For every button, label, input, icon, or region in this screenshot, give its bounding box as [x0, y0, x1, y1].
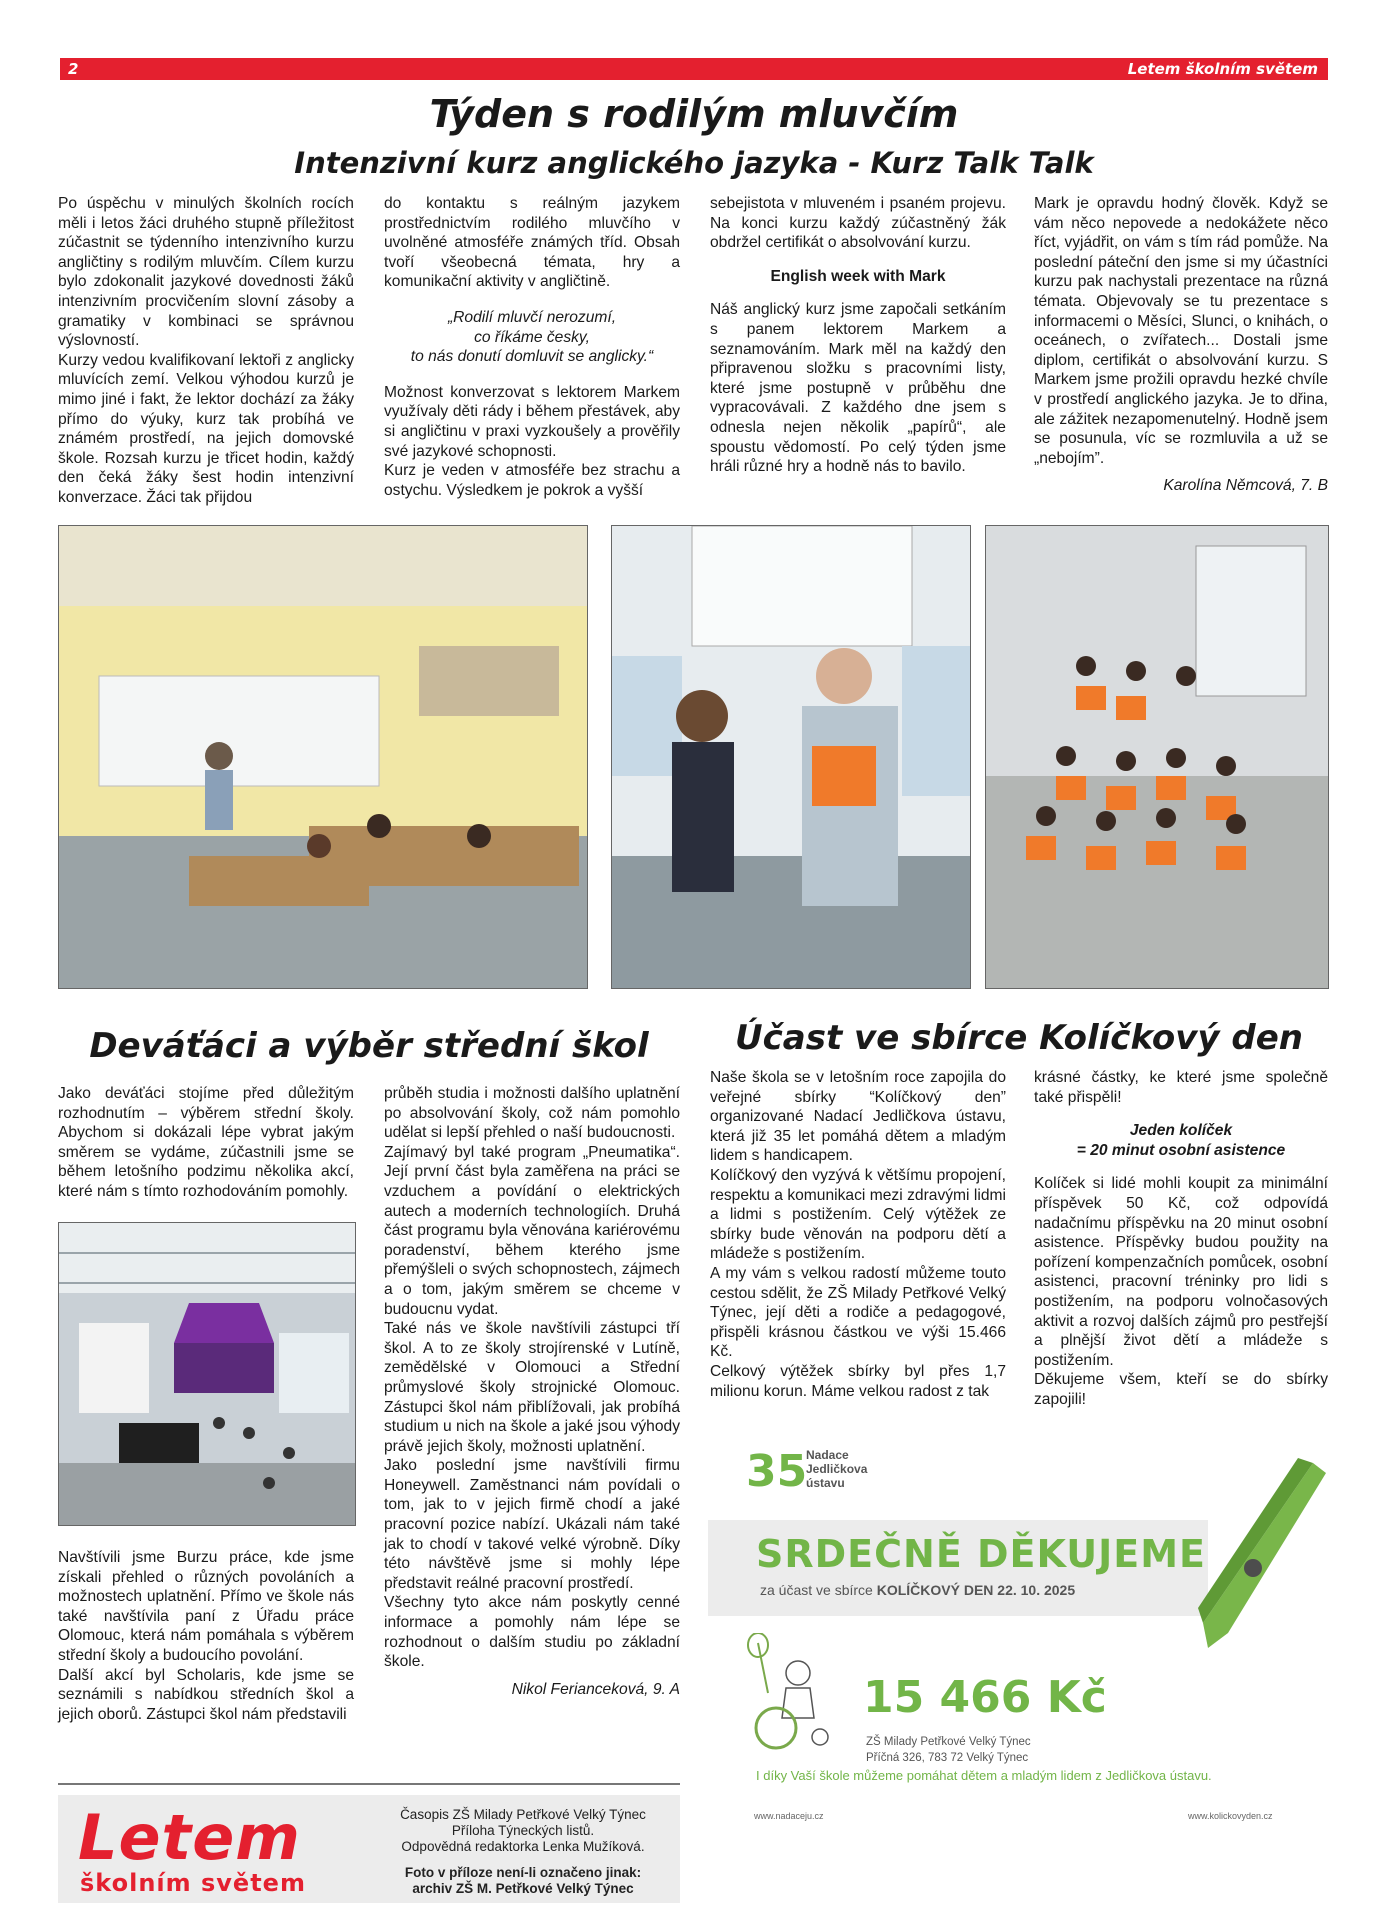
- ad-subline-prefix: za účast ve sbírce: [760, 1582, 877, 1598]
- article1-subtitle: Intenzivní kurz anglického jazyka - Kurz Talk Talk: [294, 146, 1094, 180]
- url-left: www.nadaceju.cz: [754, 1811, 824, 1821]
- masthead-info: [378, 1807, 668, 1897]
- paragraph: krásné částky, ke které jsme společně také přispěli!: [1034, 1069, 1328, 1106]
- foundation-logo-number: 35: [746, 1446, 808, 1497]
- masthead-line: Odpovědná redaktorka Lenka Mužíková.: [401, 1839, 645, 1854]
- paragraph: A my vám s velkou radostí můžeme touto cestou sdělit, že ZŠ Milady Petřkové Velký Týnec, její děti a rodiče a pedagogové, přispěli krásnou částkou ve výši 15.466 Kč.: [710, 1264, 1006, 1361]
- article2-title: Deváťáci a výběr střední škol: [89, 1026, 649, 1066]
- paragraph: sebejistota v mluveném i psaném projevu. Na konci kurzu každý zúčastněný žák obdržel certifikát o absolvování kurzu.: [710, 195, 1006, 252]
- paragraph: do kontaktu s reálným jazykem prostřednictvím rodilého mluvčího v uvolněné atmosféře známých tříd. Obsah tvoří všeobecná témata, hry a komunikační aktivity v angličtině.: [384, 195, 680, 291]
- donation-amount: 15 466 Kč: [863, 1672, 1107, 1723]
- author-signature: Karolína Němcová, 7. B: [1163, 477, 1328, 495]
- paragraph: Zajímavý byl také program „Pneumatika“. Její první část byla zaměřena na práci se vzduchem a povídání o elektrických autech a moderních technologiích. Druhá část programu byla věnována kariérovému poradenství, během kterého jsme přemýšleli o svých schopnostech, zájmech a o tom, jakým směrem se chceme v budoucnu vydat.: [384, 1143, 680, 1318]
- page-number: 2: [68, 60, 79, 78]
- masthead-logo-word: Letem: [78, 1801, 301, 1874]
- ad-headline: SRDEČNĚ DĚKUJEME: [756, 1532, 1207, 1576]
- masthead-logo-tagline: školním světem: [80, 1869, 306, 1897]
- masthead-line: Příloha Týneckých listů.: [451, 1823, 595, 1838]
- paragraph: Navštívili jsme Burzu práce, kde jsme získali přehled o různých povoláních a možnostech uplatnění. Přímo ve škole nás také navštívila paní z Úřadu práce Olomouc, která nám pomáhala s výběrem střední školy a budoucího povolání.: [58, 1549, 354, 1664]
- ad-subline-event: KOLÍČKOVÝ DEN 22. 10. 2025: [876, 1582, 1076, 1598]
- paragraph: Kolíčkový den vyzývá k většímu propojení, respektu a komunikaci mezi zdravými lidmi a lidmi s postižením. Celý výtěžek ze sbírky bude věnován na podporu dětí a mládeže s postižením.: [710, 1166, 1006, 1263]
- top-bar: [60, 58, 1328, 80]
- article3-title: Účast ve sbírce Kolíčkový den: [735, 1018, 1303, 1058]
- paragraph: Možnost konverzovat s lektorem Markem využívaly děti rády i během přestávek, aby si angličtinu v praxi vyzkoušely a prověřily své jazykové schopnosti.: [384, 383, 680, 460]
- article3-column-2: [1034, 1068, 1328, 1410]
- paragraph: průběh studia i možnosti dalšího uplatnění po absolvování školy, což nám pomohlo udělat si lepší přehled o naší budoucnosti.: [384, 1085, 680, 1142]
- paragraph: Také nás ve škole navštívili zástupci tří škol. A to ze školy strojírenské v Lutíně, zemědělské v Olomouci a Střední průmyslové školy strojnické Olomouc. Zástupci škol nám přiblížovali, jak probíhá studium u nich na škole a jaké jsou výhody právě jejich školy, možnosti uplatnění.: [384, 1320, 680, 1455]
- ad-subline: [760, 1582, 1075, 1598]
- article2-column-2: [384, 1084, 680, 1699]
- wheelchair-child-illustration: [738, 1633, 848, 1753]
- clothespin-illustration: [1198, 1458, 1328, 1658]
- logo-line: ústavu: [806, 1476, 845, 1490]
- author-signature: Nikol Ferianceková, 9. A: [511, 1680, 680, 1698]
- job-fair-photo: [58, 1222, 356, 1526]
- article3-column-1: [710, 1068, 1006, 1401]
- ad-headline-band: [708, 1520, 1208, 1616]
- paragraph: Děkujeme všem, kteří se do sbírky zapojili!: [1034, 1371, 1328, 1408]
- article1-column-3: [710, 194, 1006, 477]
- quote-line: to nás donutí domluvit se anglicky.“: [410, 348, 654, 366]
- school-line: ZŠ Milady Petřkové Velký Týnec: [866, 1736, 1031, 1748]
- paragraph: Kolíček si lidé mohli koupit za minimální příspěvek 50 Kč, což odpovídá nadačnímu příspěvku na 20 minut osobní asistence. Příspěvky budou použity na pořízení kompenzačních pomůcek, osobní asistenci, pracovní tréninky pro lidi s postižením, na podporu volnočasových aktivit a rozvoj dalších zájmů pro pestřejší a plnější život dětí a mládeže s postižením.: [1034, 1175, 1328, 1369]
- paragraph: Po úspěchu v minulých školních rocích měli i letos žáci druhého stupně příležitost zúčastnit se týdenního intenzivního kurzu angličtiny s rodilým mluvčím. Cílem kurzu bylo zdokonalit jazykové dovednosti žáků intenzivním procvičením slovní zásoby a gramatiky v kombinaci se správnou výslovností.: [58, 195, 354, 350]
- quote-line: co říkáme česky,: [474, 328, 590, 346]
- paragraph: Kurzy vedou kvalifikovaní lektoři z anglicky mluvících zemí. Velkou výhodou kurzů je mimo jiné i fakt, že lektor dochází za žáky přímo do výuky, kurz tak probíhá ve známém prostředí, na jejich domovské škole. Rozsah kurzu je třicet hodin, každý den čeká žáky šest hodin intenzivní konverzace. Žáci tak přijdou: [58, 351, 354, 506]
- masthead-line: Časopis ZŠ Milady Petřkové Velký Týnec: [400, 1807, 646, 1822]
- article1-column-1: [58, 194, 354, 508]
- url-right: www.kolickovyden.cz: [1188, 1811, 1273, 1821]
- school-address: [866, 1734, 1031, 1766]
- article2-column-1-top: [58, 1084, 354, 1202]
- quote-line: „Rodilí mluvčí nerozumí,: [447, 308, 617, 326]
- motto: [1034, 1121, 1328, 1160]
- article1-column-2: [384, 194, 680, 500]
- article2-column-1-bottom: [58, 1548, 354, 1724]
- logo-line: Nadace: [806, 1448, 849, 1462]
- school-line: Příčná 326, 783 72 Velký Týnec: [866, 1752, 1029, 1764]
- charity-thank-you-ad: [708, 1428, 1328, 1788]
- certificate-handshake-photo: [611, 525, 971, 989]
- motto-line: = 20 minut osobní asistence: [1076, 1141, 1286, 1159]
- masthead-line: archiv ZŠ M. Petřkové Velký Týnec: [412, 1881, 634, 1896]
- paragraph: Celkový výtěžek sbírky byl přes 1,7 milionu korun. Máme velkou radost z tak: [710, 1362, 1006, 1400]
- masthead: [58, 1795, 680, 1903]
- paragraph: Jako poslední jsme navštívili firmu Honeywell. Zaměstnanci nám povídali o tom, jak to v jejich firmě chodí a jaké pracovní pozice nabízí. Ukázali nám také jak to chodí v takové velké výrobně. Díky této návštěvě jsme si mohly lépe představit reálné pracovní prostředí.: [384, 1457, 680, 1592]
- paragraph: Náš anglický kurz jsme započali setkáním s panem lektorem Markem a seznamováním. Mark měl na každý den připravenou složku s pracovními listy, které jsme postupně v průběhu dne vypracovávali. Z každého dne jsem s odnesla nejen několik „papírů“, ale spoustu vědomostí. Po celý týden jsme hráli různé hry a hodně nás to bavilo.: [710, 301, 1006, 476]
- pull-quote: [384, 308, 680, 367]
- logo-line: Jedličkova: [806, 1462, 868, 1476]
- paragraph: Jako deváťáci stojíme před důležitým rozhodnutím – výběrem střední školy. Abychom si dokázali lépe vybrat jakým směrem se vydáme, zúčastnili jsme se během letošního podzimu několika akcí, které nám s tímto rozhodováním pomohly.: [58, 1085, 354, 1200]
- paragraph: Naše škola se v letošním roce zapojila do veřejné sbírky “Kolíčkový den” organizované Nadací Jedličkova ústavu, která již 35 let pomáhá dětem a mladým lidem s handicapem.: [710, 1069, 1006, 1165]
- paragraph: Mark je opravdu hodný člověk. Když se vám něco nepovede a nedokážete něco říct, vyjádřit, on vám s tím rád pomůže. Na poslední páteční den jsme si my účastníci kurzu pak nachystali prezentace na různá témata. Objevovaly se tu prezentace s informacemi o Měsíci, Slunci, o knihách, o oceánech, o zvířatech... Dostali jsme diplom, certifikát o absolvování kurzu. S Markem jsme prožili opravdu hezké chvíle v prostředí anglického jazyka. Je to dřina, ale zážitek nezapomenutelný. Hodně jsem se posunula, víc se rozmluvila a už se „nebojím”.: [1034, 195, 1328, 467]
- classroom-photo: [58, 525, 588, 989]
- paragraph: Další akcí byl Scholaris, kde jsme se seznámili s nabídkou středních škol a jejich oborů. Zástupci škol nám představili: [58, 1666, 354, 1723]
- article1-title: Týden s rodilým mluvčím: [429, 92, 959, 136]
- ad-footer-text: I díky Vaší škole můžeme pomáhat dětem a mladým lidem z Jedličkova ústavu.: [756, 1768, 1212, 1783]
- section-heading: English week with Mark: [770, 267, 946, 285]
- motto-line: Jeden kolíček: [1129, 1122, 1233, 1140]
- article1-column-4: [1034, 194, 1328, 496]
- masthead-line: Foto v příloze není-li označeno jinak:: [404, 1865, 642, 1880]
- publication-name: Letem školním světem: [1127, 60, 1318, 78]
- group-stairs-photo: [985, 525, 1329, 989]
- divider: [58, 1783, 680, 1785]
- paragraph: Všechny tyto akce nám poskytly cenné informace a pomohly nám lépe se rozhodnout o dalším studiu po základní škole.: [384, 1594, 680, 1671]
- foundation-logo-text: [806, 1448, 867, 1490]
- paragraph: Kurz je veden v atmosféře bez strachu a ostychu. Výsledkem je pokrok a vyšší: [384, 462, 680, 499]
